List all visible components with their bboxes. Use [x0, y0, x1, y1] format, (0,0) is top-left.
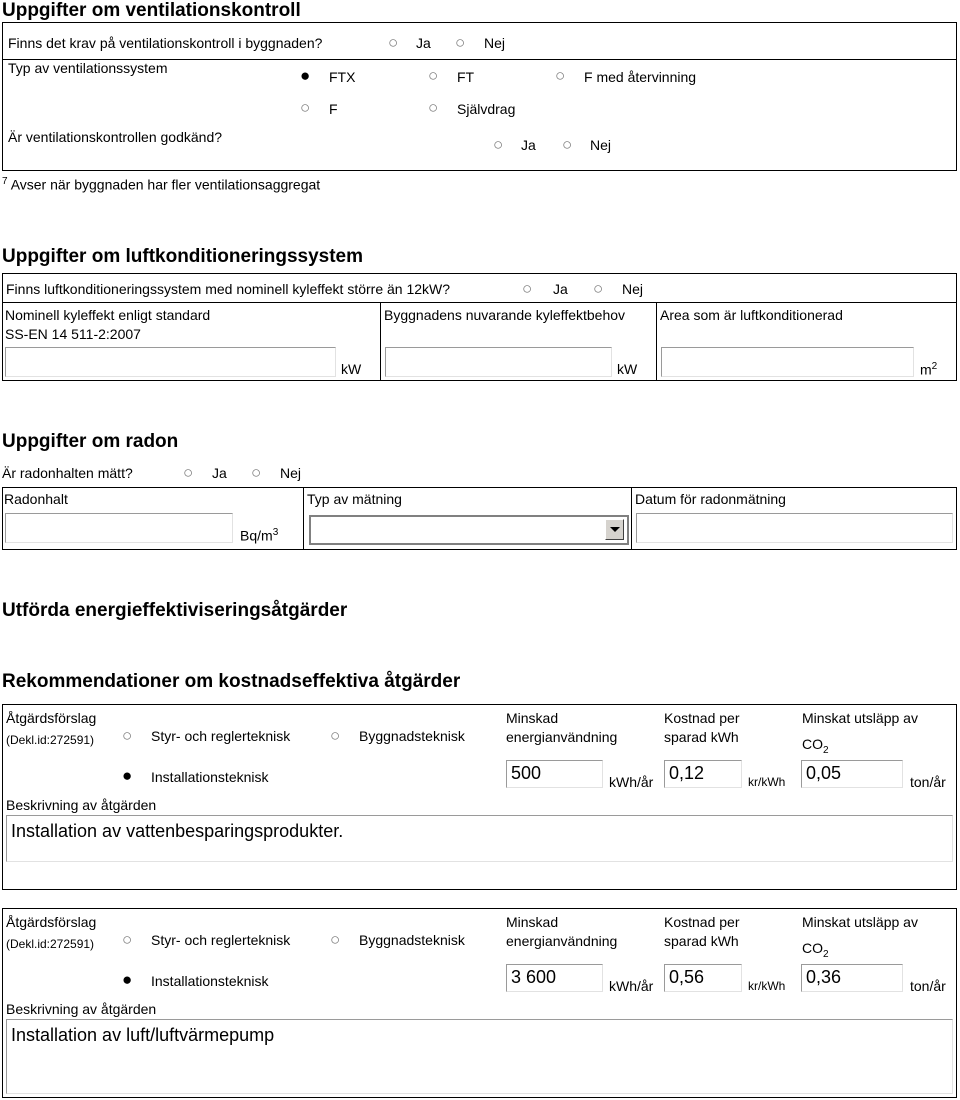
recommendations-heading: Rekommendationer om kostnadseffektiva åtgärder [2, 671, 461, 692]
ac-heading: Uppgifter om luftkonditioneringssystem [2, 246, 364, 267]
ac-area-label: Area som är luftkonditionerad [660, 307, 843, 323]
nominal-cooling-standard: SS-EN 14 511-2:2007 [5, 326, 141, 342]
cost-label: Kostnad per [664, 914, 740, 930]
radio-approved-yes[interactable]: ○ [493, 135, 504, 154]
proposal-id: (Dekl.id:272591) [6, 937, 95, 951]
radio-f-recovery[interactable]: ○ [555, 66, 566, 85]
radio-install[interactable]: ● [122, 970, 133, 989]
option-ftx-label: FTX [329, 69, 356, 85]
radon-heading: Uppgifter om radon [2, 431, 179, 452]
cost-unit: kr/kWh [748, 775, 786, 789]
radon-date-label: Datum för radonmätning [635, 491, 786, 507]
radio-building[interactable]: ○ [330, 726, 341, 745]
radio-ac-yes[interactable]: ○ [522, 279, 533, 298]
unit-bq-sup: 3 [272, 527, 279, 538]
chevron-down-icon[interactable] [605, 519, 624, 540]
energy-label-2: energianvändning [506, 933, 618, 949]
option-building-label: Byggnadsteknisk [359, 728, 465, 744]
emission-unit: ton/år [910, 774, 946, 790]
unit-m: m [920, 361, 932, 378]
radio-f[interactable]: ○ [300, 98, 311, 117]
proposal-label: Åtgärdsförslag [6, 710, 97, 726]
cooling-demand-label: Byggnadens nuvarande kyleffektbehov [384, 307, 626, 323]
radon-level-label: Radonhalt [4, 491, 68, 507]
description-value: Installation av vattenbesparingsprodukter. [11, 821, 344, 841]
radio-radon-yes-label: Ja [212, 465, 227, 481]
emission-unit: ton/år [910, 978, 946, 994]
measurement-type-select[interactable] [309, 515, 629, 545]
emission-label: Minskat utsläpp av [802, 914, 918, 930]
co-text: CO [802, 940, 823, 956]
radio-ftx[interactable]: ● [300, 66, 311, 85]
unit-bq-text: Bq/m [240, 527, 273, 544]
divider [380, 302, 381, 381]
radio-radon-yes[interactable]: ○ [183, 463, 194, 482]
emission-input[interactable]: 0,05 [801, 760, 903, 788]
cooling-demand-input[interactable] [385, 347, 612, 377]
option-control-label: Styr- och reglerteknisk [151, 932, 291, 948]
measurement-type-label: Typ av mätning [307, 491, 402, 507]
description-value: Installation av luft/luftvärmepump [11, 1025, 275, 1045]
description-field[interactable] [6, 1019, 953, 1094]
co2-sub: 2 [823, 744, 829, 756]
option-install-label: Installationsteknisk [151, 769, 269, 785]
description-field[interactable] [6, 815, 953, 862]
measures-done-heading: Utförda energieffektiviseringsåtgärder [2, 600, 348, 621]
proposal-label: Åtgärdsförslag [6, 914, 97, 930]
cost-unit: kr/kWh [748, 979, 786, 993]
option-control-label: Styr- och reglerteknisk [151, 728, 291, 744]
energy-input[interactable]: 500 [506, 760, 603, 788]
cost-label: Kostnad per [664, 710, 740, 726]
energy-label: Minskad [506, 710, 559, 726]
divider [303, 487, 304, 550]
radio-required-no[interactable]: ○ [455, 33, 466, 52]
measurement-type-value [311, 517, 627, 519]
ventilation-heading: Uppgifter om ventilationskontroll [2, 0, 301, 21]
energy-label-2: energianvändning [506, 729, 618, 745]
emission-input[interactable]: 0,36 [801, 964, 903, 992]
radio-ac-no-label: Nej [622, 281, 644, 297]
divider [631, 487, 632, 550]
radio-control[interactable]: ○ [122, 726, 133, 745]
cost-label-2: sparad kWh [664, 729, 739, 745]
emission-co2-label [802, 736, 829, 756]
ac-exists-question: Finns luftkonditioneringssystem med nominell kyleffekt större än 12kW? [6, 281, 451, 297]
divider [2, 302, 957, 303]
radio-approved-yes-label: Ja [521, 137, 536, 153]
cost-input[interactable]: 0,12 [664, 760, 742, 788]
description-label: Beskrivning av åtgärden [6, 797, 157, 813]
radio-required-yes[interactable]: ○ [388, 33, 399, 52]
radio-ac-no[interactable]: ○ [593, 279, 604, 298]
radio-radon-no[interactable]: ○ [251, 463, 262, 482]
radon-date-input[interactable] [636, 513, 953, 543]
ventilation-approved-question: Är ventilationskontrollen godkänd? [8, 129, 223, 145]
unit-bq [240, 527, 278, 544]
cost-input[interactable]: 0,56 [664, 964, 742, 992]
radio-ac-yes-label: Ja [553, 281, 568, 297]
ventilation-type-label: Typ av ventilationssystem [8, 60, 168, 76]
option-install-label: Installationsteknisk [151, 973, 269, 989]
option-building-label: Byggnadsteknisk [359, 932, 465, 948]
option-self-draft-label: Självdrag [457, 101, 516, 117]
emission-label: Minskat utsläpp av [802, 710, 918, 726]
radio-self-draft[interactable]: ○ [428, 98, 439, 117]
energy-unit: kWh/år [609, 774, 654, 790]
radio-radon-no-label: Nej [280, 465, 302, 481]
radio-required-yes-label: Ja [416, 35, 431, 51]
divider [656, 302, 657, 381]
radio-approved-no[interactable]: ○ [562, 135, 573, 154]
radio-ft[interactable]: ○ [428, 66, 439, 85]
unit-m2 [920, 361, 937, 378]
unit-m-sup: 2 [931, 361, 938, 372]
co-text: CO [802, 736, 823, 752]
energy-label: Minskad [506, 914, 559, 930]
radio-approved-no-label: Nej [590, 137, 612, 153]
ac-area-input[interactable] [661, 347, 914, 377]
nominal-cooling-label: Nominell kyleffekt enligt standard [5, 307, 211, 323]
energy-unit: kWh/år [609, 978, 654, 994]
radio-required-no-label: Nej [484, 35, 506, 51]
unit-kw: kW [617, 361, 638, 377]
description-label: Beskrivning av åtgärden [6, 1001, 157, 1017]
footnote-text: Avser när byggnaden har fler ventilationsaggregat [10, 176, 321, 193]
nominal-cooling-input[interactable] [5, 347, 336, 377]
option-f-recovery-label: F med återvinning [584, 69, 697, 85]
radio-control[interactable]: ○ [122, 930, 133, 949]
emission-co2-label [802, 940, 829, 960]
option-ft-label: FT [457, 69, 475, 85]
ventilation-footnote [2, 176, 320, 193]
unit-kw: kW [341, 361, 362, 377]
radon-measured-question: Är radonhalten mätt? [2, 465, 133, 481]
energy-input[interactable]: 3 600 [506, 964, 603, 992]
co2-sub: 2 [823, 948, 829, 960]
cost-label-2: sparad kWh [664, 933, 739, 949]
option-f-label: F [329, 101, 338, 117]
radio-building[interactable]: ○ [330, 930, 341, 949]
radon-level-input[interactable] [5, 513, 233, 543]
footnote-mark: 7 [2, 176, 8, 187]
proposal-id: (Dekl.id:272591) [6, 733, 95, 747]
radio-install[interactable]: ● [122, 766, 133, 785]
ventilation-required-question: Finns det krav på ventilationskontroll i byggnaden? [8, 35, 323, 51]
